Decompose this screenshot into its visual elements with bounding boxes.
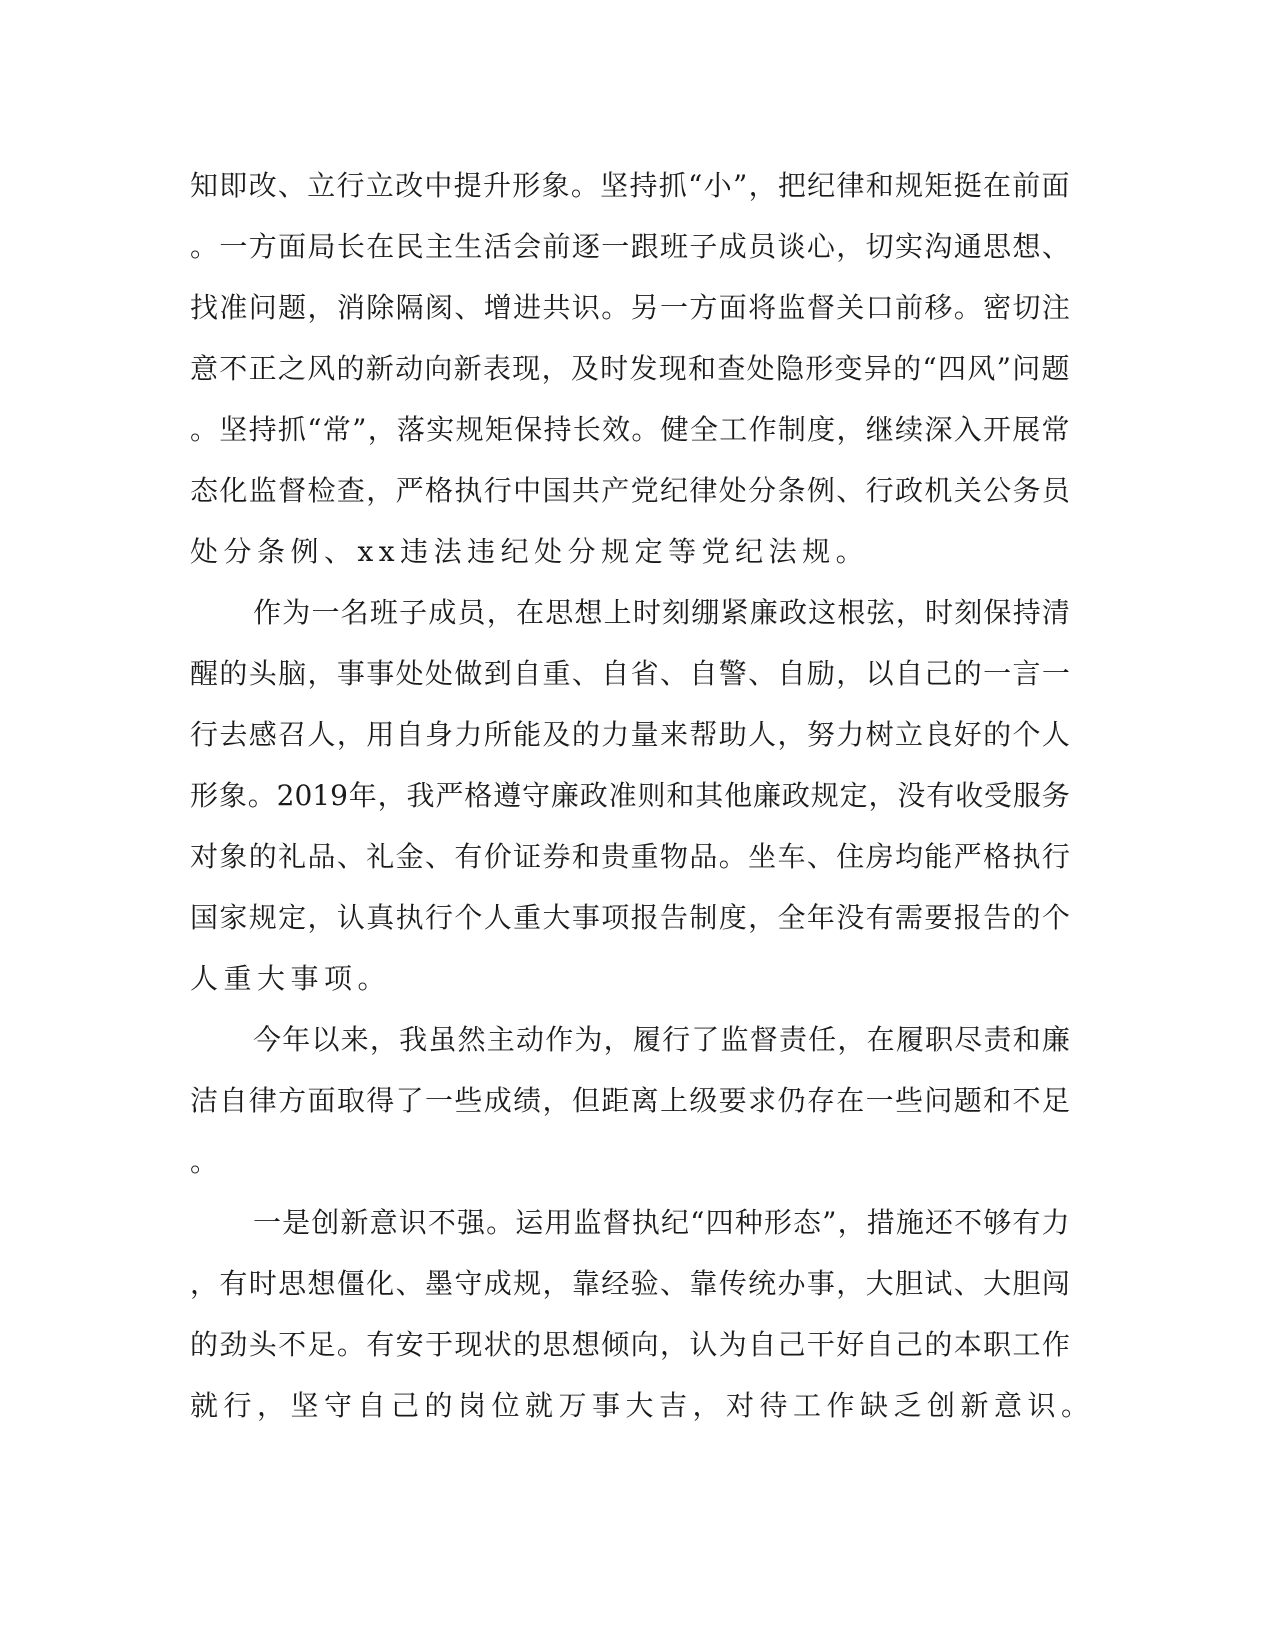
text-line: 行 去 感 召 人 ， 用 自 身 力 所 能 及 的 力 量 来 帮 助 人 ， 努 力 树 立 良 好 的 个 人 bbox=[190, 718, 1070, 751]
text-line: 今 年 以 来 ， 我 虽 然 主 动 作 为 ， 履 行 了 监 督 责 任 ， 在 履 职 尽 责 和 廉 bbox=[253, 1023, 1070, 1056]
text-line: 。 一 方 面 局 长 在 民 主 生 活 会 前 逐 一 跟 班 子 成 员 谈 心 ， 切 实 沟 通 思 想 、 bbox=[190, 230, 1070, 263]
text-line: 的 劲 头 不 足 。 有 安 于 现 状 的 思 想 倾 向 ， 认 为 自 己 干 好 自 己 的 本 职 工 作 bbox=[190, 1328, 1070, 1361]
text-line: 国 家 规 定 ， 认 真 执 行 个 人 重 大 事 项 报 告 制 度 ， 全 年 没 有 需 要 报 告 的 个 bbox=[190, 901, 1070, 934]
text-line: 态 化 监 督 检 查 ， 严 格 执 行 中 国 共 产 党 纪 律 处 分 条 例 、 行 政 机 关 公 务 员 bbox=[190, 474, 1070, 507]
text-line: 形 象 。 2019 年 ， 我 严 格 遵 守 廉 政 准 则 和 其 他 廉 政 规 定 ， 没 有 收 受 服 务 bbox=[190, 779, 1070, 812]
text-line: 洁 自 律 方 面 取 得 了 一 些 成 绩 ， 但 距 离 上 级 要 求 仍 存 在 一 些 问 题 和 不 足 bbox=[190, 1084, 1070, 1117]
text-line: 人重大事项。 bbox=[190, 962, 392, 995]
body-text bbox=[190, 155, 1095, 1436]
text-line: 知 即 改 、 立 行 立 改 中 提 升 形 象 。 坚 持 抓 “ 小 ” ， 把 纪 律 和 规 矩 挺 在 前 面 bbox=[190, 169, 1070, 202]
text-line: ， 有 时 思 想 僵 化 、 墨 守 成 规 ， 靠 经 验 、 靠 传 统 办 事 ， 大 胆 试 、 大 胆 闯 bbox=[190, 1267, 1070, 1300]
text-line: 作 为 一 名 班 子 成 员 ， 在 思 想 上 时 刻 绷 紧 廉 政 这 根 弦 ， 时 刻 保 持 清 bbox=[253, 596, 1070, 629]
text-line: 意 不 正 之 风 的 新 动 向 新 表 现 ， 及 时 发 现 和 查 处 隐 形 变 异 的 “ 四 风 ” 问 题 bbox=[190, 352, 1070, 385]
text-line: 。 坚 持 抓 “ 常 ” ， 落 实 规 矩 保 持 长 效 。 健 全 工 作 制 度 ， 继 续 深 入 开 展 常 bbox=[190, 413, 1070, 446]
text-line: 。 bbox=[190, 1145, 224, 1178]
text-line: 醒 的 头 脑 ， 事 事 处 处 做 到 自 重 、 自 省 、 自 警 、 自 励 ， 以 自 己 的 一 言 一 bbox=[190, 657, 1070, 690]
text-line: 一 是 创 新 意 识 不 强 。 运 用 监 督 执 纪 “ 四 种 形 态 ” ， 措 施 还 不 够 有 力 bbox=[253, 1206, 1070, 1239]
text-line: 处分条例、xx违法违纪处分规定等党纪法规。 bbox=[190, 535, 870, 568]
text-line: 就行，坚守自己的岗位就万事大吉，对待工作缺乏创新意识。 bbox=[190, 1389, 1095, 1422]
text-line: 找 准 问 题 ， 消 除 隔 阂 、 增 进 共 识 。 另 一 方 面 将 监 督 关 口 前 移 。 密 切 注 bbox=[190, 291, 1070, 324]
text-line: 对 象 的 礼 品 、 礼 金 、 有 价 证 券 和 贵 重 物 品 。 坐 车 、 住 房 均 能 严 格 执 行 bbox=[190, 840, 1070, 873]
